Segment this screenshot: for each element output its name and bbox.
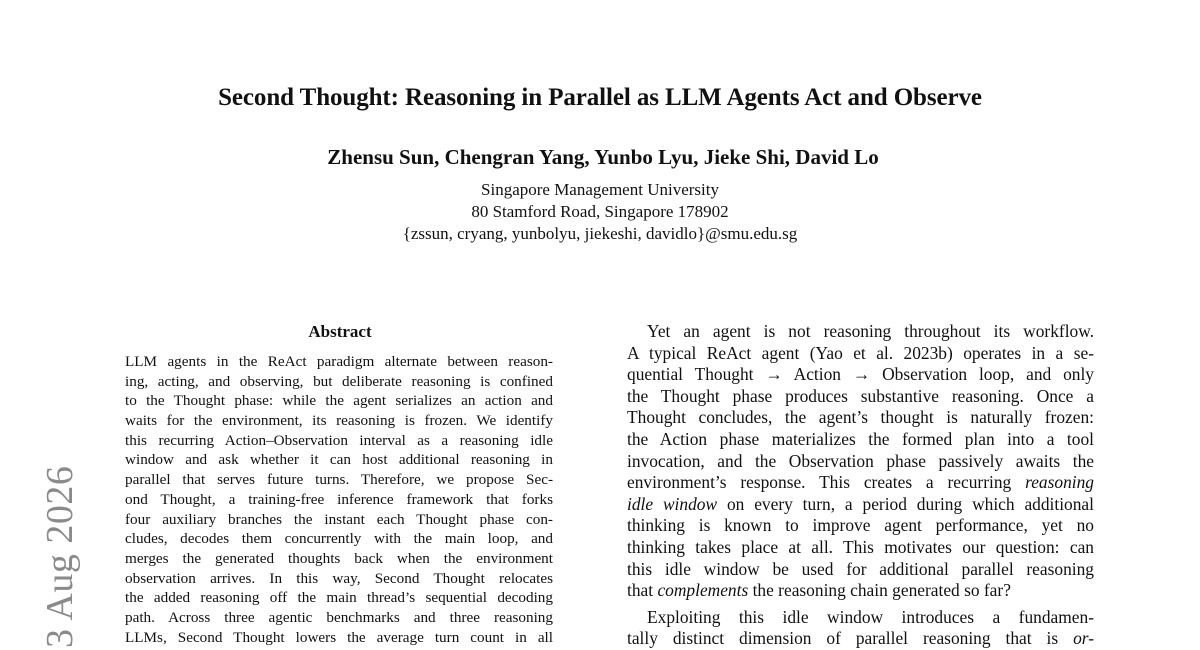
abstract-line: four auxiliary branches the instant each Thought phase con-	[125, 510, 553, 528]
intro-line: thinking is known to improve agent performance, yet no	[627, 515, 1094, 536]
affiliation-address: 80 Stamford Road, Singapore 178902	[471, 202, 729, 221]
intro-line: the Thought phase produces substantive reasoning. Once a	[627, 385, 1094, 406]
emphasis-text: idle window	[627, 493, 718, 514]
intro-line: Yet an agent is not reasoning throughout its workflow.	[647, 321, 1094, 341]
abstract-line: merges the generated thoughts back when the environment	[125, 549, 553, 567]
abstract-line: LLMs, Second Thought lowers the average turn count in all	[125, 628, 553, 646]
affiliation-institution: Singapore Management University	[481, 180, 719, 199]
abstract-line: ing, acting, and observing, but deliberate reasoning is confined	[125, 372, 553, 390]
abstract-body	[125, 352, 553, 647]
abstract-line: LLM agents in the ReAct paradigm alternate between reason-	[125, 353, 553, 370]
intro-line: Thought concludes, the agent’s thought is naturally frozen:	[627, 407, 1094, 428]
intro-line: Exploiting this idle window introduces a fundamen-	[647, 606, 1094, 627]
intro-line	[627, 472, 1094, 494]
intro-line	[627, 628, 1094, 650]
intro-line: A typical ReAct agent (Yao et al. 2023b) operates in a se-	[627, 342, 1094, 363]
intro-paragraph-1	[627, 321, 1094, 602]
intro-text: tally distinct dimension of parallel reasoning that is	[627, 628, 1059, 649]
abstract-line: waits for the environment, its reasoning is frozen. We identify	[125, 412, 553, 430]
intro-line: this idle window be used for additional parallel reasoning	[627, 558, 1094, 579]
abstract-line: the added reasoning off the main thread’s sequential decoding	[125, 589, 553, 607]
abstract-line: path. Across three agentic benchmarks and three reasoning	[125, 608, 553, 626]
intro-text: environment’s response. This creates a recurring	[627, 472, 1012, 493]
abstract-line: observation arrives. In this way, Second Thought relocates	[125, 569, 553, 587]
intro-text: on every turn, a period during which additional	[726, 493, 1094, 514]
intro-line	[627, 580, 1094, 602]
abstract-line: this recurring Action–Observation interval as a reasoning idle	[125, 431, 553, 449]
intro-text: that	[627, 580, 654, 601]
intro-column	[627, 321, 1094, 650]
intro-line: the Action phase materializes the formed plan into a tool	[627, 428, 1094, 449]
abstract-heading: Abstract	[308, 322, 372, 341]
affiliation-emails: {zssun, cryang, yunbolyu, jiekeshi, davidlo}@smu.edu.sg	[402, 224, 798, 243]
affiliation-block	[0, 179, 1200, 245]
abstract-line: ond Thought, a training-free inference framework that forks	[125, 490, 553, 508]
emphasis-text: or-	[1073, 628, 1094, 649]
intro-paragraph-2	[627, 607, 1094, 650]
intro-line: thinking takes place at all. This motivates our question: can	[627, 536, 1094, 557]
intro-line	[627, 494, 1094, 516]
arxiv-side-stamp: 3 Aug 2026	[39, 465, 81, 648]
abstract-line: window and ask whether it can host additional reasoning in	[125, 451, 553, 469]
abstract-line: to the Thought phase: while the agent serializes an action and	[125, 392, 553, 410]
intro-text: the reasoning chain generated so far?	[752, 580, 1011, 601]
emphasis-text: complements	[657, 580, 749, 601]
emphasis-text: reasoning	[1025, 472, 1094, 493]
author-list: Zhensu Sun, Chengran Yang, Yunbo Lyu, Jieke Shi, David Lo	[327, 145, 879, 169]
abstract-line: cludes, decodes them concurrently with the main loop, and	[125, 530, 553, 548]
intro-line: quential Thought → Action → Observation loop, and only	[627, 364, 1094, 385]
abstract-line: parallel that serves future turns. Therefore, we propose Sec-	[125, 471, 553, 489]
intro-line: invocation, and the Observation phase passively awaits the	[627, 450, 1094, 471]
paper-title: Second Thought: Reasoning in Parallel as LLM Agents Act and Observe	[218, 84, 982, 111]
